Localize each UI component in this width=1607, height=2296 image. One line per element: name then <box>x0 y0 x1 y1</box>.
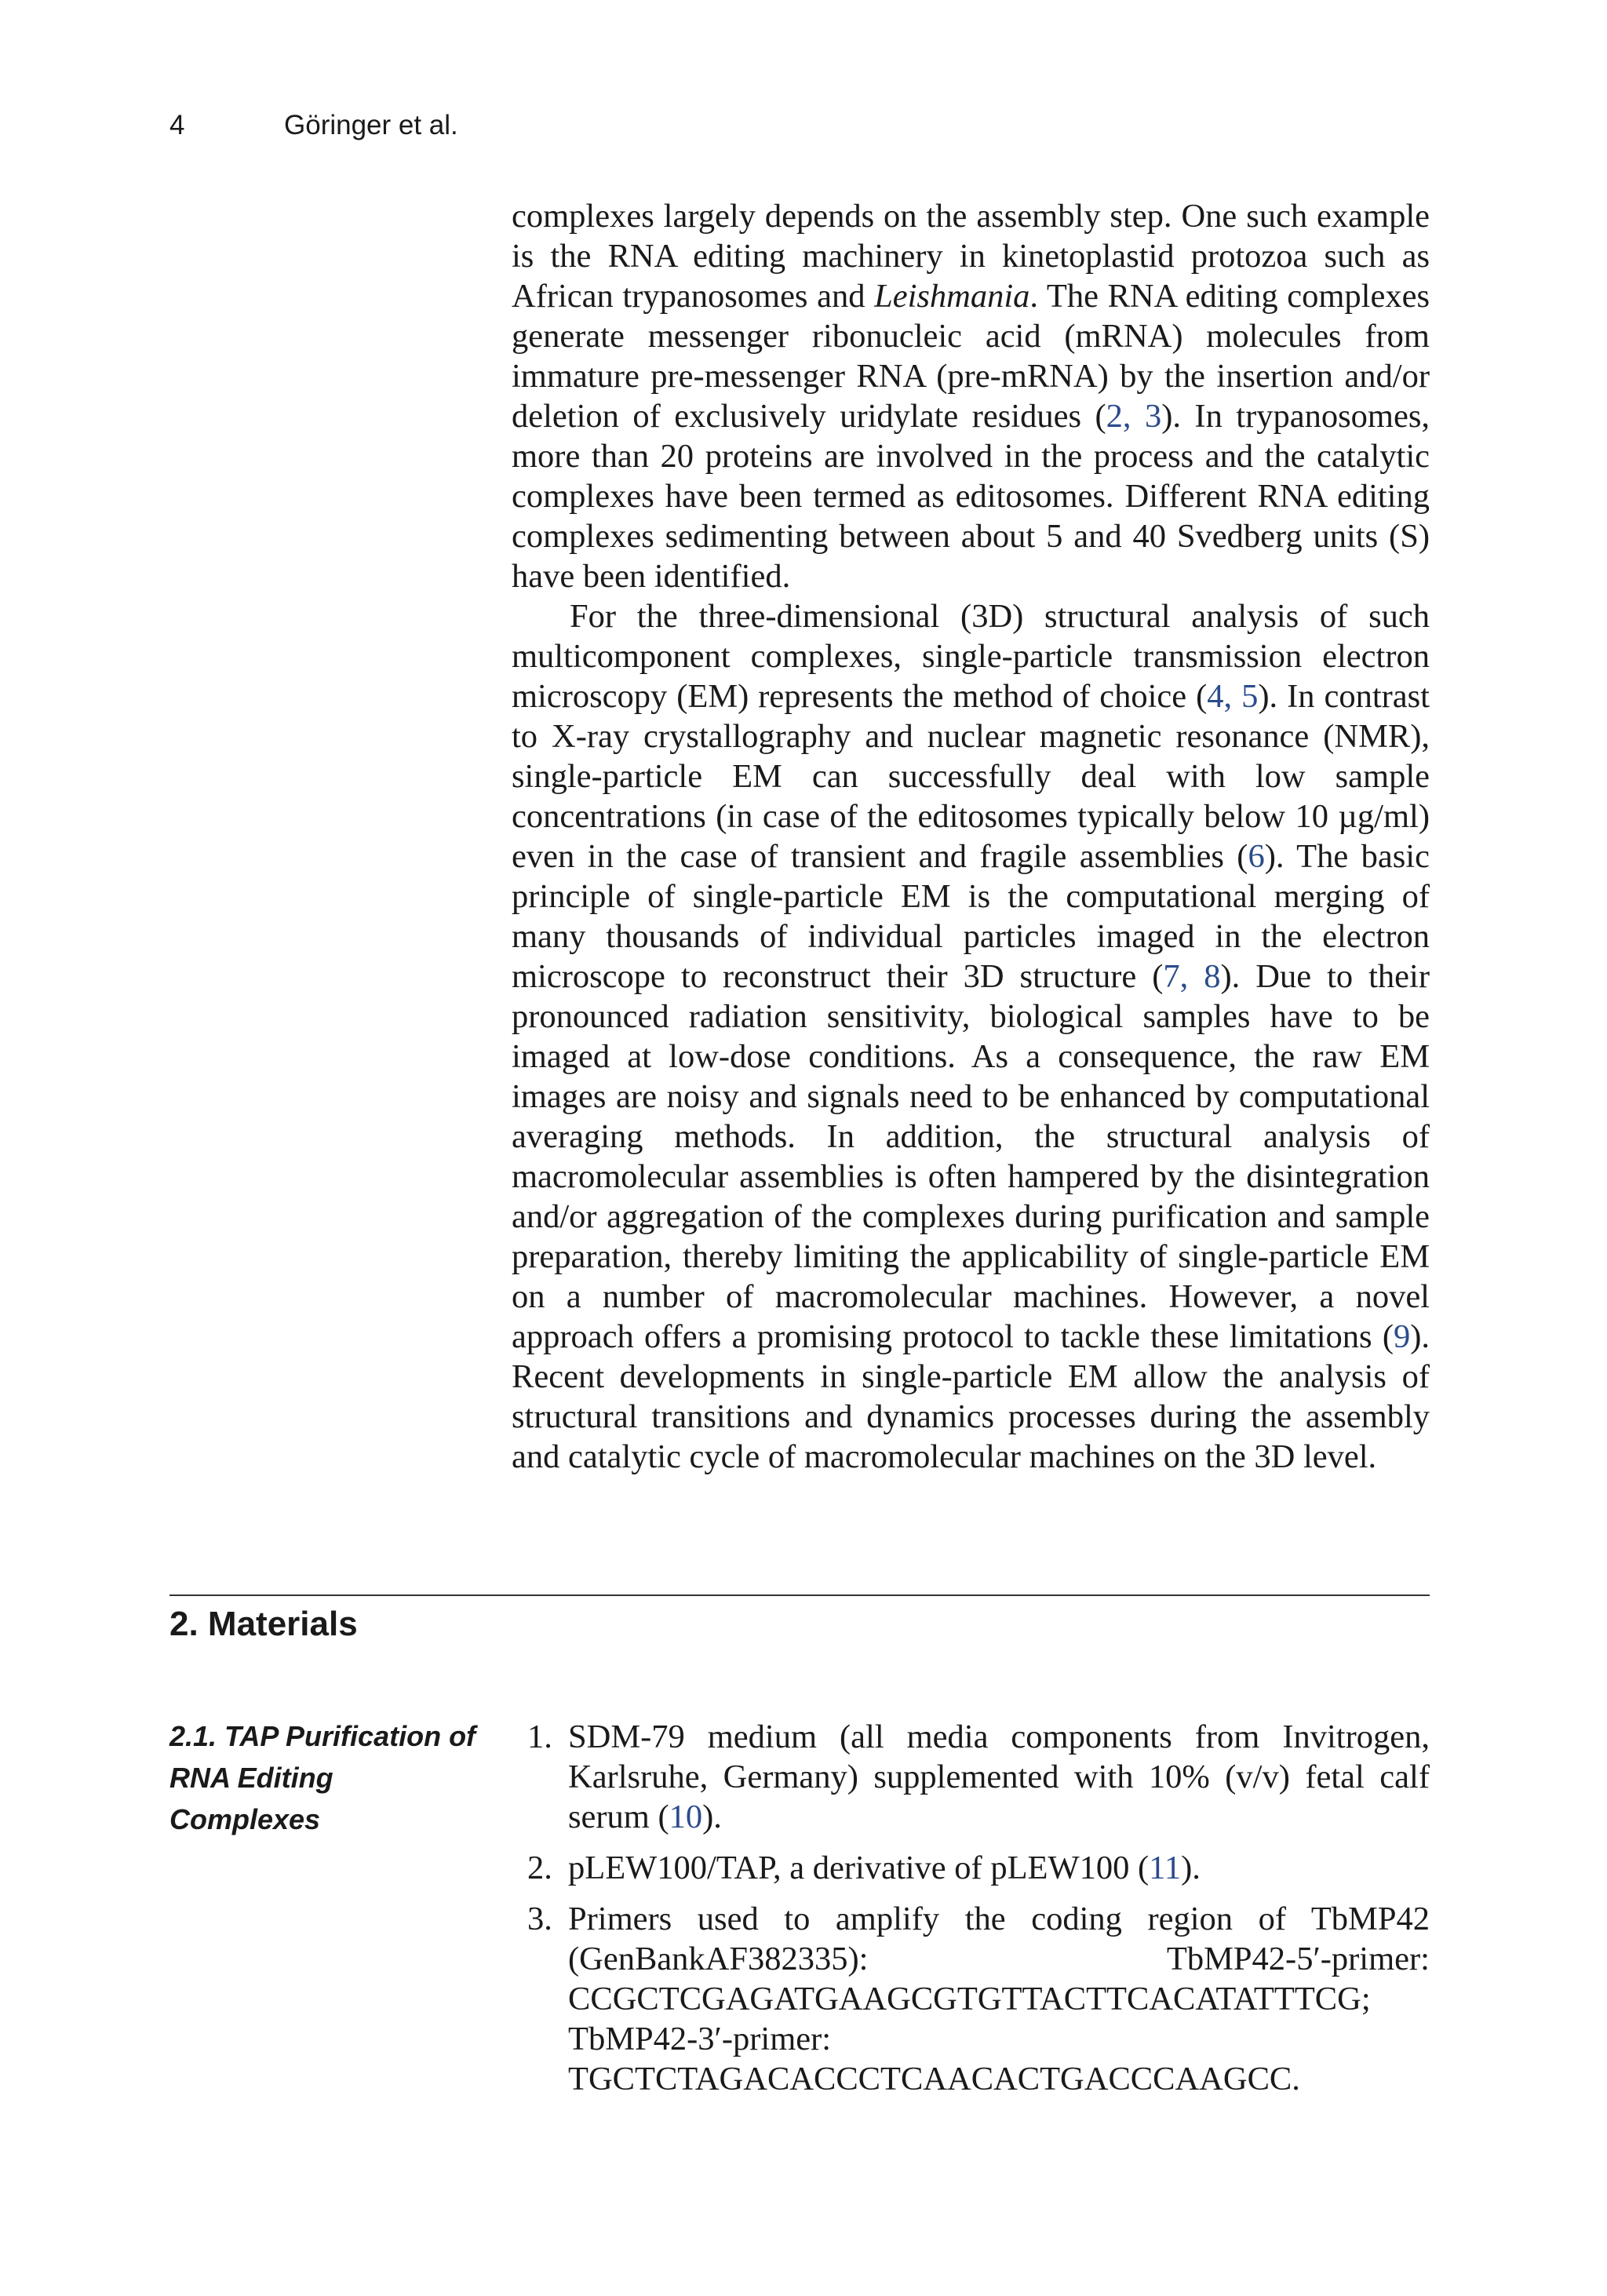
citation-link[interactable]: 2, 3 <box>1106 398 1162 435</box>
intro-text <box>512 196 1430 1477</box>
paragraph: For the three-dimensional (3D) structural analysis of such multicomponent complexes, single-particle transmission electron microscopy (EM) represents the method of choice (4, 5). In contrast to X-ray crystallography and nuclear magnetic resonance (NMR), single-particle EM can successfully deal with low sample concentrations (in case of the editosomes typically below 10 µg/ml) even in the case of transient and fragile assemblies (6). The basic principle of single-particle EM is the computational merging of many thousands of individual particles imaged in the electron microscope to reconstruct their 3D structure (7, 8). Due to their pronounced radiation sensitivity, biological samples have to be imaged at low-dose conditions. As a consequence, the raw EM images are noisy and signals need to be enhanced by computational averaging methods. In addition, the structural analysis of macromolecular assemblies is often hampered by the disintegration and/or aggregation of the complexes during purification and sample preparation, thereby limiting the applicability of single-particle EM on a number of macromolecular machines. However, a novel approach offers a promising protocol to tackle these limitations (9). Recent developments in single-particle EM allow the analysis of structural transitions and dynamics processes during the assembly and catalytic cycle of macromolecular machines on the 3D level. <box>512 598 1430 1475</box>
list-item: 3. Primers used to amplify the coding region of TbMP42 (GenBankAF382335): TbMP42-5′-primer: CCGCTCGAGATGAAGCGTGTTACTTCACATATTTCG; TbMP42-3′-primer: TGCTCTAGACACCCTCAACACTGACCCAAGCC. <box>527 1901 1430 2097</box>
running-head: Göringer et al. <box>284 110 458 140</box>
running-header <box>169 110 458 141</box>
list-item: 1. SDM-79 medium (all media components from Invitrogen, Karlsruhe, Germany) supplemented with 10% (v/v) fetal calf serum (10). <box>527 1718 1430 1835</box>
list-item: 2. pLEW100/TAP, a derivative of pLEW100 (11). <box>527 1850 1201 1886</box>
citation-link[interactable]: 11 <box>1149 1850 1182 1886</box>
citation-link[interactable]: 9 <box>1393 1318 1411 1355</box>
citation-link[interactable]: 7, 8 <box>1163 958 1221 995</box>
citation-link[interactable]: 10 <box>669 1799 703 1835</box>
page-number: 4 <box>169 110 185 140</box>
materials-list <box>527 1717 1430 2110</box>
citation-link[interactable]: 4, 5 <box>1207 678 1259 715</box>
subsection-title: 2.1. TAP Purification of RNA Editing Complexes <box>169 1720 476 1835</box>
paragraph: complexes largely depends on the assembly step. One such example is the RNA editing machinery in kinetoplastid protozoa such as African trypanosomes and Leishmania. The RNA editing complexes generate messenger ribonucleic acid (mRNA) molecules from immature pre-messenger RNA (pre-mRNA) by the insertion and/or deletion of exclusively uridylate residues (2, 3). In trypanosomes, more than 20 proteins are involved in the process and the catalytic complexes have been termed as editosomes. Different RNA editing complexes sedimenting between about 5 and 40 Svedberg units (S) have been identified. <box>512 198 1430 595</box>
section-divider <box>169 1594 1430 1596</box>
section-title: 2. Materials <box>169 1605 358 1643</box>
citation-link[interactable]: 6 <box>1248 838 1265 875</box>
